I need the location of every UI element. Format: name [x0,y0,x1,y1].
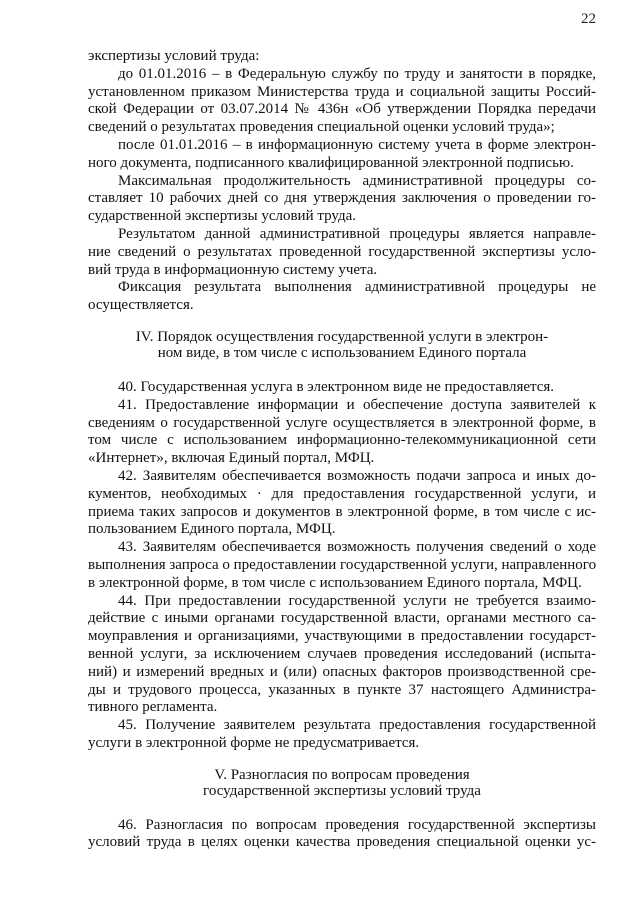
paragraph [88,593,596,718]
text-line: том числе с использованием информационно-телекоммуникационной сети [88,432,596,449]
paragraph [88,397,596,468]
text-line: 42. Заявителям обеспечивается возможность подачи запроса и иных до- [118,467,596,484]
text-line: после 01.01.2016 – в информационную систему учета в форме электрон- [118,136,596,153]
text-line: 46. Разногласия по вопросам проведения государственной экспертизы [118,816,596,833]
heading-line: ном виде, в том числе с использованием Единого портала [157,344,527,361]
text-line: 43. Заявителям обеспечивается возможность получения сведений о ходе [118,539,596,556]
text-line: ного документа, подписанного квалифицированной электронной подписью. [88,154,574,171]
text-line: выполнения запроса о предоставлении государственной услуги, направленного [88,556,596,573]
text-line: приема таких запросов и документов в электронной форме, в том числе с ис- [88,503,596,520]
paragraph [88,817,596,853]
text-line: моуправления и организациями, участвующими в предоставлении государст- [88,628,596,645]
text-line: в электронной форме, в том числе с использованием Единого портала, МФЦ. [88,574,582,591]
paragraph [88,226,596,279]
text-line: сударственной экспертизы условий труда. [88,208,357,225]
text-line: Максимальная продолжительность административной процедуры со- [118,172,596,189]
paragraph [88,48,596,66]
text-line: ды и трудового процесса, указанных в пункте 37 настоящего Администра- [88,681,596,698]
text-line: ние сведений о результатах проведенной государственной экспертизы усло- [88,243,596,260]
section-heading-iv [88,329,596,361]
document-body [88,48,596,852]
text-line: осуществляется. [88,297,194,314]
page-number: 22 [581,11,596,27]
paragraph [88,173,596,226]
text-line: венной услуги, за исключением случаев проведения исследований (испыта- [88,645,596,662]
text-line: услуги в электронной форме не предусматривается. [88,734,420,751]
text-line: ний) и измерений вредных и (или) опасных факторов производственной сре- [88,663,596,680]
text-line: вий труда в информационную систему учета. [88,261,378,278]
text-line: экспертизы условий труда: [88,48,260,64]
paragraph [88,137,596,173]
text-line: установленном приказом Министерства труда и социальной защиты Россий- [88,83,596,100]
text-line: сведений о результатах проведения специальной оценки условий труда»; [88,119,555,136]
text-line: Фиксация результата выполнения административной процедуры не [118,279,596,296]
paragraph [88,468,596,539]
text-line: 41. Предоставление информации и обеспечение доступа заявителей к [118,396,596,413]
text-line: условий труда в целях оценки качества проведения специальной оценки ус- [88,834,596,851]
paragraph [88,279,596,315]
paragraph [88,66,596,137]
text-line: до 01.01.2016 – в Федеральную службу по труду и занятости в порядке, [118,65,596,82]
paragraph [88,717,596,753]
text-line: пользованием Единого портала, МФЦ. [88,521,336,538]
text-line: 45. Получение заявителем результата предоставления государственной [118,717,596,734]
heading-line: V. Разногласия по вопросам проведения [214,766,470,783]
heading-line: IV. Порядок осуществления государственной услуги в электрон- [135,328,549,345]
text-line: ставляет 10 рабочих дней со дня утверждения заключения о проведении го- [88,190,596,207]
text-line: «Интернет», включая Единый портал, МФЦ. [88,450,375,467]
paragraph [88,379,596,397]
text-line: 40. Государственная услуга в электронном виде не предоставляется. [118,378,555,395]
text-line: действие с иными органами государственной власти, органами местного са- [88,610,596,627]
heading-line: государственной экспертизы условий труда [203,782,481,799]
text-line: кументов, необходимых · для предоставления государственной услуги, и [88,485,596,502]
paragraph [88,539,596,592]
text-line: 44. При предоставлении государственной услуги не требуется взаимо- [118,592,596,609]
text-line: сведениям о государственной услуге осуществляется в электронной форме, в [88,414,596,431]
section-heading-v [88,767,596,799]
text-line: ской Федерации от 03.07.2014 № 436н «Об утверждении Порядка передачи [88,101,596,118]
text-line: тивного регламента. [88,699,218,716]
text-line: Результатом данной административной процедуры является направле- [118,225,596,242]
